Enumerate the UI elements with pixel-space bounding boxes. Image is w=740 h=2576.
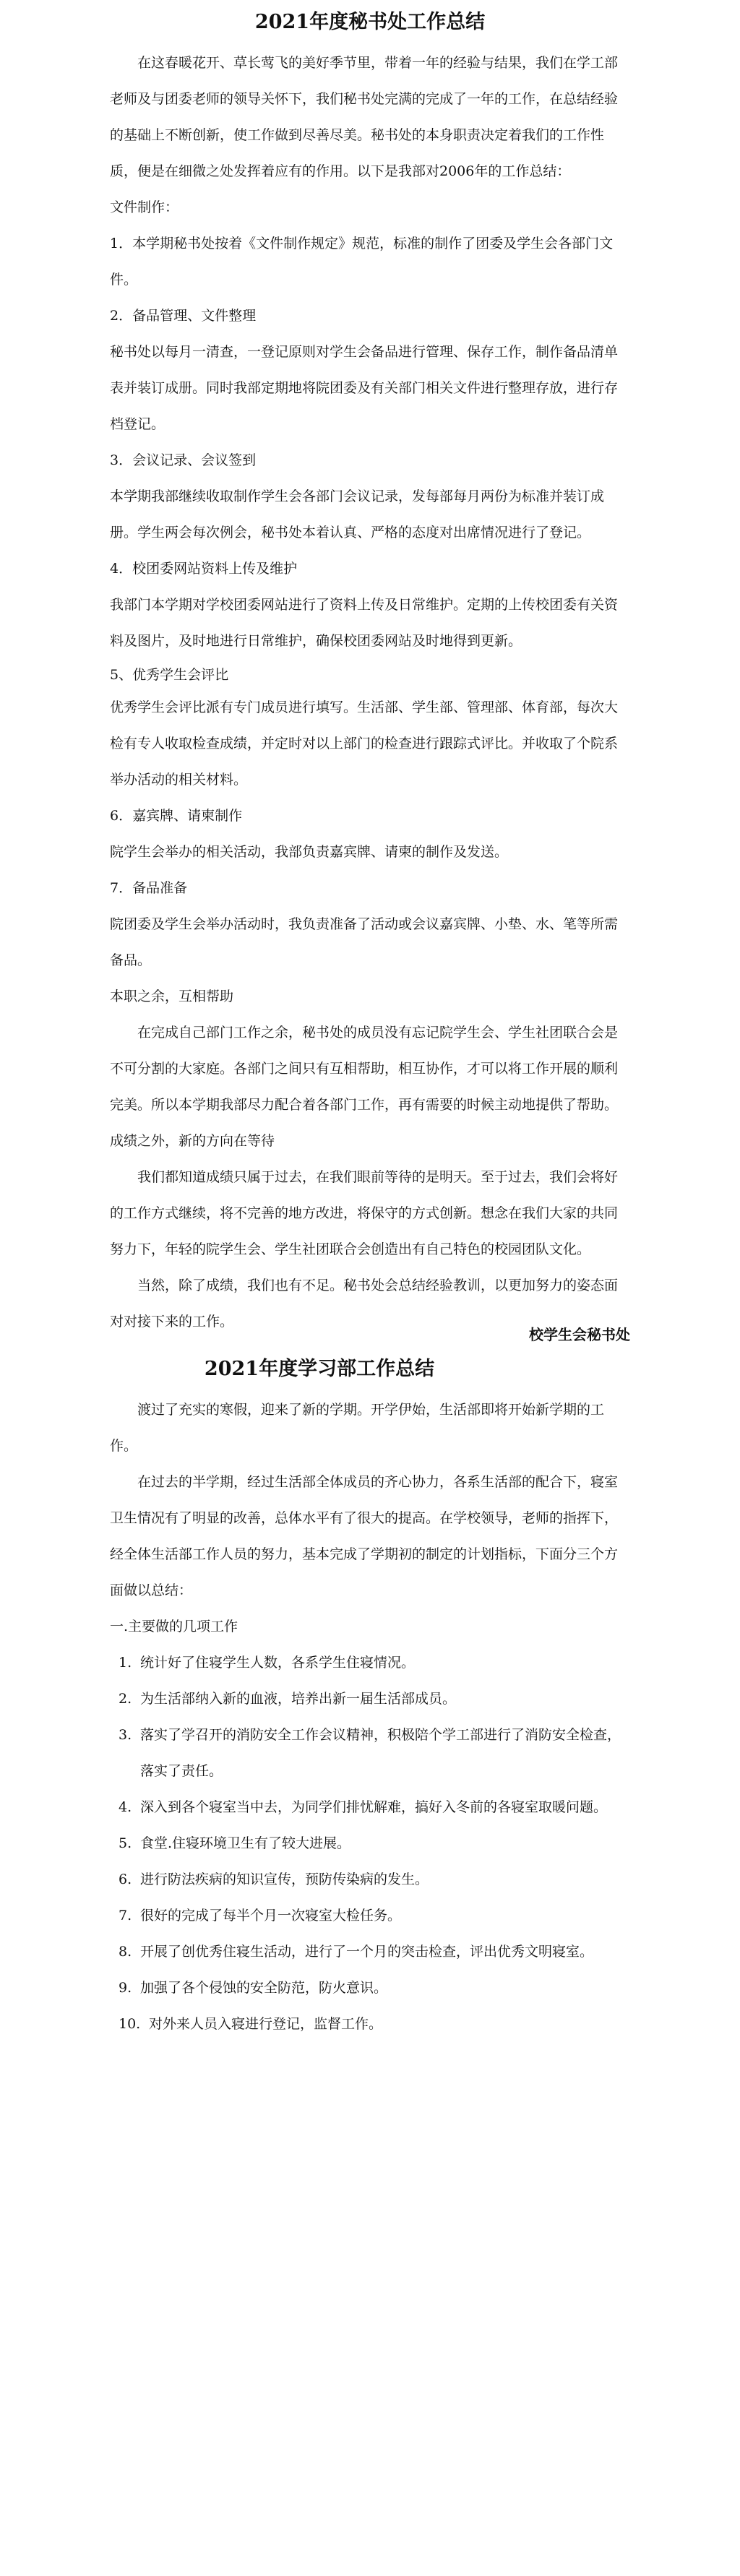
- work-item-list: [110, 1645, 630, 2042]
- list-item-number: 7.: [119, 1908, 132, 1924]
- list-item: [110, 1970, 630, 2006]
- second-summary-paragraph: 在过去的半学期，经过生活部全体成员的齐心协力，各系生活部的配合下，寝室卫生情况有了明显的改善，总体水平有了很大的提高。在学校领导，老师的指挥下，经全体生活部工作人员的努力，基本完成了学期初的制定的计划指标，下面分三个方面做以总结：: [110, 1474, 619, 1598]
- list-item-number: 3.: [119, 1727, 132, 1743]
- list-item-text: 进行防法疾病的知识宣传，预防传染病的发生。: [140, 1871, 429, 1887]
- list-item: [110, 1645, 630, 1681]
- closing-paragraph: 当然，除了成绩，我们也有不足。秘书处会总结经验教训，以更加努力的姿态面对对接下来的工作。: [110, 1278, 619, 1330]
- list-item-number: 8.: [119, 1944, 132, 1960]
- document-title: 2021年度秘书处工作总结: [254, 11, 486, 33]
- list-item-text: 很好的完成了每半个月一次寝室大检任务。: [140, 1908, 402, 1924]
- list-item-text: 开展了创优秀住寝生活动，进行了一个月的突击检查，评出优秀文明寝室。: [140, 1944, 594, 1960]
- list-item-number: 1.: [119, 1655, 132, 1671]
- list-item-text: 深入到各个寝室当中去，为同学们排忧解难，搞好入冬前的各寝室取暖问题。: [140, 1799, 608, 1815]
- list-item-text: 落实了学召开的消防安全工作会议精神，积极陪个学工部进行了消防安全检查，落实了责任。: [140, 1727, 621, 1779]
- list-item-number: 4.: [119, 1799, 132, 1815]
- list-item: [110, 2006, 630, 2042]
- list-item: [110, 1789, 630, 1825]
- section-heading-file: 文件制作：: [110, 199, 179, 215]
- list-item-text: 为生活部纳入新的血液，培养出新一届生活部成员。: [140, 1691, 457, 1707]
- list-item-number: 10.: [119, 2016, 141, 2032]
- section-body-3: 本学期我部继续收取制作学生会各部门会议记录，发每部每月两份为标准并装订成册。学生两会每次例会，秘书处本着认真、严格的态度对出席情况进行了登记。: [110, 488, 605, 540]
- section-heading-9: 成绩之外，新的方向在等待: [110, 1133, 275, 1149]
- section-body-8: 在完成自己部门工作之余，秘书处的成员没有忘记院学生会、学生社团联合会是不可分割的大家庭。各部门之间只有互相帮助，相互协作，才可以将工作开展的顺利完美。所以本学期我部尽力配合着各部门工作，再有需要的时候主动地提供了帮助。: [110, 1025, 619, 1113]
- section-heading-7: 7．备品准备: [110, 880, 188, 896]
- list-item-number: 6.: [119, 1871, 132, 1887]
- section-item-1: 1．本学期秘书处按着《文件制作规定》规范，标准的制作了团委及学生会各部门文件。: [110, 236, 614, 288]
- list-item-number: 5.: [119, 1835, 132, 1851]
- list-item-number: 2.: [119, 1691, 132, 1707]
- section-heading-4: 4．校团委网站资料上传及维护: [110, 561, 298, 577]
- list-item: [110, 1825, 630, 1861]
- work-section-heading: 一.主要做的几项工作: [110, 1619, 238, 1634]
- list-item-text: 食堂.住寝环境卫生有了较大进展。: [140, 1835, 351, 1851]
- second-intro-paragraph: 渡过了充实的寒假，迎来了新的学期。开学伊始，生活部即将开始新学期的工作。: [110, 1402, 605, 1454]
- signature: 校学生会秘书处: [529, 1326, 630, 1343]
- section-body-4: 我部门本学期对学校团委网站进行了资料上传及日常维护。定期的上传校团委有关资料及图片，及时地进行日常维护，确保校团委网站及时地得到更新。: [110, 597, 619, 649]
- list-item: [110, 1934, 630, 1970]
- list-item: [110, 1681, 630, 1717]
- section-body-7: 院团委及学生会举办活动时，我负责准备了活动或会议嘉宾牌、小垫、水、笔等所需备品。: [110, 916, 619, 968]
- section-body-6: 院学生会举办的相关活动，我部负责嘉宾牌、请柬的制作及发送。: [110, 844, 509, 860]
- list-item: [110, 1861, 630, 1897]
- section-heading-6: 6．嘉宾牌、请柬制作: [110, 808, 243, 824]
- section-heading-3: 3．会议记录、会议签到: [110, 452, 257, 468]
- section-heading-8: 本职之余，互相帮助: [110, 988, 234, 1004]
- list-item-text: 统计好了住寝学生人数，各系学生住寝情况。: [140, 1655, 416, 1671]
- section-body-9: 我们都知道成绩只属于过去，在我们眼前等待的是明天。至于过去，我们会将好的工作方式继续，将不完善的地方改进，将保守的方式创新。想念在我们大家的共同努力下，年轻的院学生会、学生社团联合会创造出有自己特色的校园团队文化。: [110, 1169, 619, 1257]
- list-item-text: 对外来人员入寝进行登记，监督工作。: [149, 2016, 383, 2032]
- section-heading-2: 2．备品管理、文件整理: [110, 308, 257, 324]
- section-body-5: 优秀学生会评比派有专门成员进行填写。生活部、学生部、管理部、体育部，每次大检有专人收取检查成绩，并定时对以上部门的检查进行跟踪式评比。并收取了个院系举办活动的相关材料。: [110, 699, 619, 788]
- list-item: [110, 1717, 630, 1789]
- second-document-title: 2021年度学习部工作总结: [204, 1358, 435, 1380]
- list-item-text: 加强了各个侵蚀的安全防范，防火意识。: [140, 1980, 388, 1996]
- list-item: [110, 1897, 630, 1934]
- section-heading-5: 5、优秀学生会评比: [110, 667, 229, 683]
- list-item-number: 9.: [119, 1980, 132, 1996]
- section-body-2: 秘书处以每月一清查，一登记原则对学生会备品进行管理、保存工作，制作备品清单表并装订成册。同时我部定期地将院团委及有关部门相关文件进行整理存放，进行存档登记。: [110, 344, 619, 432]
- intro-paragraph: 在这春暖花开、草长莺飞的美好季节里，带着一年的经验与结果，我们在学工部老师及与团委老师的领导关怀下，我们秘书处完满的完成了一年的工作，在总结经验的基础上不断创新，使工作做到尽善尽美。秘书处的本身职责决定着我们的工作性质，便是在细微之处发挥着应有的作用。以下是我部对2006年的工作总结：: [110, 55, 619, 179]
